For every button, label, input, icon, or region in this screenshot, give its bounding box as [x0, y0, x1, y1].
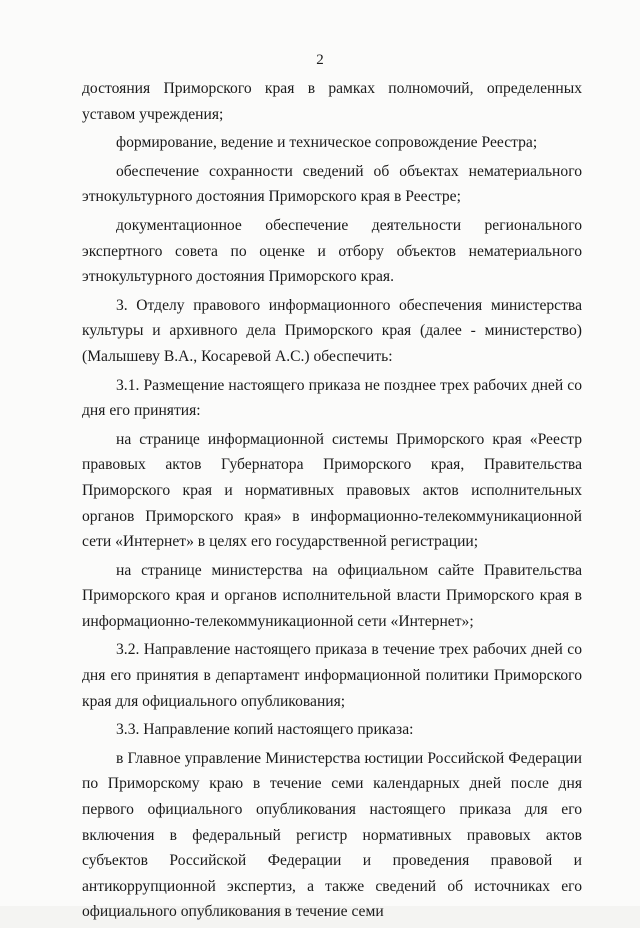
paragraph: в Главное управление Министерства юстиции Российской Федерации по Приморскому краю в течение семи календарных дней после дня первого официального опубликования настоящего приказа для его включения в федеральный регистр нормативных правовых актов субъектов Российской Федерации и проведения правовой и антикоррупционной экспертиз, а также сведений об источниках его официального опубликования в течение семи: [82, 749, 582, 921]
paragraph: 3. Отделу правового информационного обеспечения министерства культуры и архивного дела Приморского края (далее - министерство) (Малышеву В.А., Косаревой А.С.) обеспечить:: [82, 296, 582, 365]
paragraph: документационное обеспечение деятельности регионального экспертного совета по оценке и отбору объектов нематериального этнокультурного достояния Приморского края.: [82, 216, 582, 286]
paragraph: формирование, ведение и техническое сопровождение Реестра;: [116, 134, 538, 152]
paragraph: на странице информационной системы Приморского края «Реестр правовых актов Губернатора Приморского края, Правительства Приморского края и нормативных правовых актов исполнительных органов Приморского края» в информационно-телекоммуникационной сети «Интернет» в целях его государственной регистрации;: [82, 430, 582, 551]
paragraph: 3.1. Размещение настоящего приказа не позднее трех рабочих дней со дня его принятия:: [82, 376, 582, 420]
paragraph-continuation: достояния Приморского края в рамках полномочий, определенных уставом учреждения;: [82, 80, 582, 123]
page-number: 2: [316, 52, 324, 68]
paragraph: на странице министерства на официальном сайте Правительства Приморского края и органов исполнительной власти Приморского края в информационно-телекоммуникационной сети «Интернет»;: [82, 561, 582, 630]
document-body: [82, 76, 582, 928]
paragraph: обеспечение сохранности сведений об объектах нематериального этнокультурного достояния Приморского края в Реестре;: [82, 162, 582, 206]
paragraph: 3.3. Направление копий настоящего приказа:: [116, 721, 414, 739]
paragraph: 3.2. Направление настоящего приказа в течение трех рабочих дней со дня его принятия в департамент информационной политики Приморского края для официального опубликования;: [82, 641, 582, 710]
